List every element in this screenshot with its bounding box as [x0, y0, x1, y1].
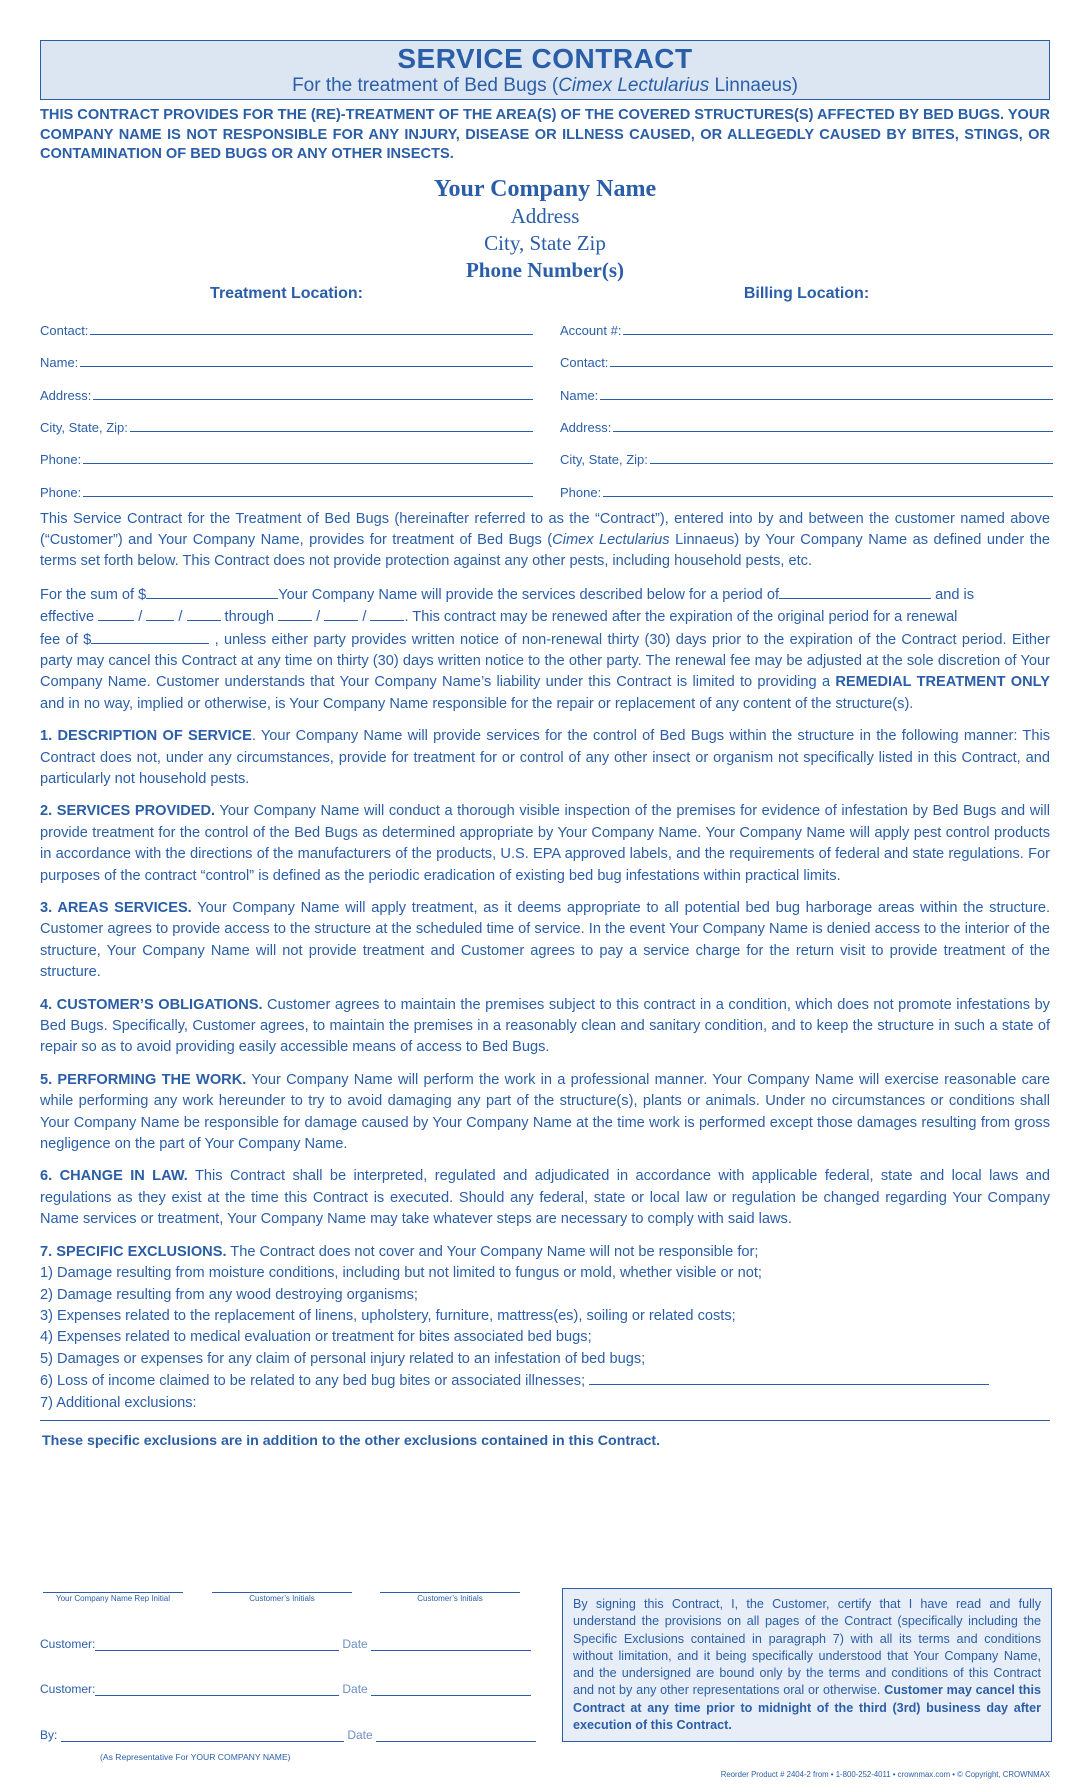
company-address: Address: [510, 203, 580, 228]
field-label: Contact:: [40, 322, 89, 338]
field-label: Address:: [560, 420, 612, 436]
subtitle-suffix: Linnaeus): [709, 75, 798, 96]
rep-caption: (As Representative For YOUR COMPANY NAME): [100, 1752, 291, 1762]
terms-text: , unless either party provides written notice of non-renewal thirty (30) days prior to the expiration of the Contract period. Either party may cancel this Contract at any time on thirty (30) days written notice to the other party. The renewal fee may be adjusted at the sole discretion of Your Company Name. Customer understands that Your Company Name’s liability under this Contract is limited to providing a: [40, 631, 1051, 691]
reorder-footer: Reorder Product # 2404-2 from • 1-800-252-4011 • crownmax.com • © Copyright, CROWNMAX: [720, 1770, 1050, 1779]
intro-text-end: Linnaeus) by Your Company Name as defined under the terms set forth below. This Contract does not provide protection against any other pests, including household pests, etc.: [40, 531, 1050, 570]
date-line[interactable]: [371, 1681, 531, 1696]
field-label: Name:: [560, 387, 599, 403]
company-name: Your Company Name: [433, 175, 657, 202]
field-label: Address:: [40, 387, 92, 403]
treatment-location-heading: Treatment Location:: [210, 284, 363, 302]
customer-initials-line-2[interactable]: Customer’s Initials: [380, 1592, 520, 1603]
exclusions-note: These specific exclusions are in addition to the other exclusions contained in this Contract.: [42, 1432, 661, 1449]
date-line[interactable]: [376, 1727, 536, 1742]
field-label: Phone:: [40, 452, 82, 468]
customer-signature-row-1: [40, 1636, 550, 1651]
subtitle-prefix: For the treatment of Bed Bugs (: [292, 75, 559, 96]
slash: /: [174, 609, 187, 626]
field-label: Phone:: [560, 484, 602, 500]
rep-initial-line[interactable]: Your Company Name Rep Initial: [43, 1592, 183, 1603]
signature-line[interactable]: [95, 1681, 339, 1696]
certification-box: [562, 1588, 1052, 1742]
date-line[interactable]: [371, 1636, 531, 1651]
section-text: The Contract does not cover and Your Company Name will not be responsible for;: [226, 1243, 759, 1260]
section-heading: 4. CUSTOMER’S OBLIGATIONS.: [40, 996, 263, 1013]
field-label: Contact:: [560, 355, 609, 371]
signature-line[interactable]: [95, 1636, 339, 1651]
date-label: Date: [342, 1637, 368, 1651]
exclusion-item: 1) Damage resulting from moisture conditions, including but not limited to fungus or mold, whether visible or not;: [40, 1265, 762, 1282]
section-text: This Contract shall be interpreted, regulated and adjudicated in accordance with applicable federal, state and local laws and regulations as they exist at the time this Contract is executed. Should any federal, state or local law or regulation be changed regarding Your Company Name services or treatment, Your Company Name may take whatever steps are necessary to comply with said laws.: [40, 1168, 1050, 1228]
terms-text: Your Company Name will provide the services described below for a period of: [278, 586, 780, 603]
section-heading: 5. PERFORMING THE WORK.: [40, 1071, 247, 1088]
intro-species: Cimex Lectularius: [552, 531, 670, 548]
field-label: City, State, Zip:: [40, 420, 128, 436]
field-label: Name:: [40, 355, 79, 371]
customer-label: Customer:: [40, 1682, 96, 1696]
slash: /: [312, 609, 325, 626]
field-label: Phone:: [40, 484, 82, 500]
section-text: . Your Company Name will provide services for the control of Bed Bugs within the structure in the following manner: This Contract does not, under any circumstances, provide for treatment for or control of any other insect or organism not specifically listed in this Contract, and particularly not household pests.: [40, 728, 1050, 787]
section-heading: 1. DESCRIPTION OF SERVICE: [40, 728, 252, 745]
certification-text: By signing this Contract, I, the Customer, certify that I have read and fully understand the provisions on all pages of the Contract (specifically including the Specific Exclusions contained in paragraph 7) with all its terms and conditions without limitation, and it being specifically understood that Your Company Name, and the undersigned are bound only by the terms and conditions of this Contract and not by any other representations oral or otherwise.: [573, 1597, 1041, 1698]
sum-label: For the sum of $: [40, 586, 147, 603]
section-heading: 3. AREAS SERVICES.: [40, 900, 192, 916]
cancellation-notice: Customer may cancel this Contract at any time prior to midnight of the third (3rd) business day after execution of this Contract.: [573, 1683, 1041, 1733]
signature-layer: [40, 0, 1050, 1792]
section-heading: 6. CHANGE IN LAW.: [40, 1168, 188, 1185]
billing-location-heading: Billing Location:: [743, 284, 870, 302]
exclusion-item: 4) Expenses related to medical evaluation or treatment for bites associated bed bugs;: [40, 1329, 592, 1346]
effective-label: effective: [40, 609, 95, 626]
company-phone: Phone Number(s): [465, 257, 625, 282]
exclusion-item: 5) Damages or expenses for any claim of personal injury related to an infestation of bed bugs;: [40, 1350, 646, 1367]
subtitle-species: Cimex Lectularius: [558, 75, 710, 96]
section-text: Your Company Name will apply treatment, as it deems appropriate to all potential bed bug harborage areas within the structure. Customer agrees to provide access to the structure at the scheduled time of service. In the event Your Company Name is denied access to the interior of the structure, Your Company Name will not provide treatment and Customer agrees to pay a service charge for the return visit to provide treatment of the structure.: [40, 900, 1050, 981]
customer-label: Customer:: [40, 1637, 96, 1651]
field-label: Account #:: [560, 322, 622, 338]
exclusion-text: 6) Loss of income claimed to be related to any bed bug bites or associated illnesses;: [40, 1373, 586, 1390]
fee-label: fee of $: [40, 631, 92, 648]
remedial-treatment: REMEDIAL TREATMENT ONLY: [835, 674, 1050, 691]
through-label: through: [220, 609, 279, 626]
contract-title: SERVICE CONTRACT: [397, 43, 693, 74]
customer-signature-row-2: [40, 1681, 550, 1696]
exclusion-text: 7) Additional exclusions:: [40, 1394, 197, 1411]
signature-line[interactable]: [61, 1727, 344, 1742]
slash: /: [134, 609, 147, 626]
customer-initials-line-1[interactable]: Customer’s Initials: [212, 1592, 352, 1603]
exclusion-item: 3) Expenses related to the replacement of linens, upholstery, furniture, mattress(es), soiling or related costs;: [40, 1307, 736, 1324]
terms-text: and is: [931, 586, 975, 603]
terms-text: and in no way, implied or otherwise, is Your Company Name responsible for the repair or replacement of any content of the structure(s).: [40, 695, 914, 712]
section-text: Customer agrees to maintain the premises subject to this contract in a condition, which does not promote infestations by Bed Bugs. Specifically, Customer agrees, to maintain the premises in a reasonably clean and sanitary condition, and to keep the structure in such a state of repair so as to avoid providing easily accessible means of access to Bed Bugs.: [40, 996, 1050, 1056]
section-text: Your Company Name will conduct a thorough visible inspection of the premises for evidence of infestation by Bed Bugs and will provide treatment for the control of the Bed Bugs as determined appropriate by Your Company Name. Your Company Name will apply pest control products in accordance with the directions of the manufacturers of the products, U.S. EPA approved labels, and the requirements of federal and state regulations. For purposes of the contract “control” is defined as the periodic eradication of existing bed bug infestations within practical limits.: [40, 803, 1050, 884]
by-label: By:: [40, 1728, 58, 1742]
section-heading: 7. SPECIFIC EXCLUSIONS.: [40, 1243, 227, 1260]
exclusion-item: 2) Damage resulting from any wood destroying organisms;: [40, 1286, 418, 1303]
date-label: Date: [347, 1728, 373, 1742]
field-label: City, State, Zip:: [560, 452, 648, 468]
rep-signature-row: [40, 1727, 550, 1742]
terms-text: . This contract may be renewed after the expiration of the original period for a renewal: [404, 609, 958, 626]
company-city-state-zip: City, State Zip: [484, 230, 606, 255]
slash: /: [358, 609, 371, 626]
intro-text: This Service Contract for the Treatment of Bed Bugs (hereinafter referred to as the “Contract”), entered into by and between the customer named above (“Customer”) and Your Company Name, provides for treatment of Bed Bugs (: [40, 510, 1050, 548]
liability-disclaimer: THIS CONTRACT PROVIDES FOR THE (RE)-TREATMENT OF THE AREA(S) OF THE COVERED STRUCTURES(S) AFFECTED BY BED BUGS. YOUR COMPANY NAME IS NOT RESPONSIBLE FOR ANY INJURY, DISEASE OR ILLNESS CAUSED, OR ALLEGEDLY CAUSED BY BITES, STINGS, OR CONTAMINATION OF BED BUGS OR ANY OTHER INSECTS.: [40, 107, 1050, 162]
section-heading: 2. SERVICES PROVIDED.: [40, 803, 216, 820]
date-label: Date: [342, 1682, 368, 1696]
section-text: Your Company Name will perform the work in a professional manner. Your Company Name will exercise reasonable care while performing any work hereunder to try to avoid damaging any part of the structure(s), plants or animals. Under no circumstances or conditions shall Your Company Name be responsible for damage caused by Your Company Name at the time work is performed except those damages resulting from gross negligence on the part of Your Company Name.: [40, 1071, 1050, 1153]
